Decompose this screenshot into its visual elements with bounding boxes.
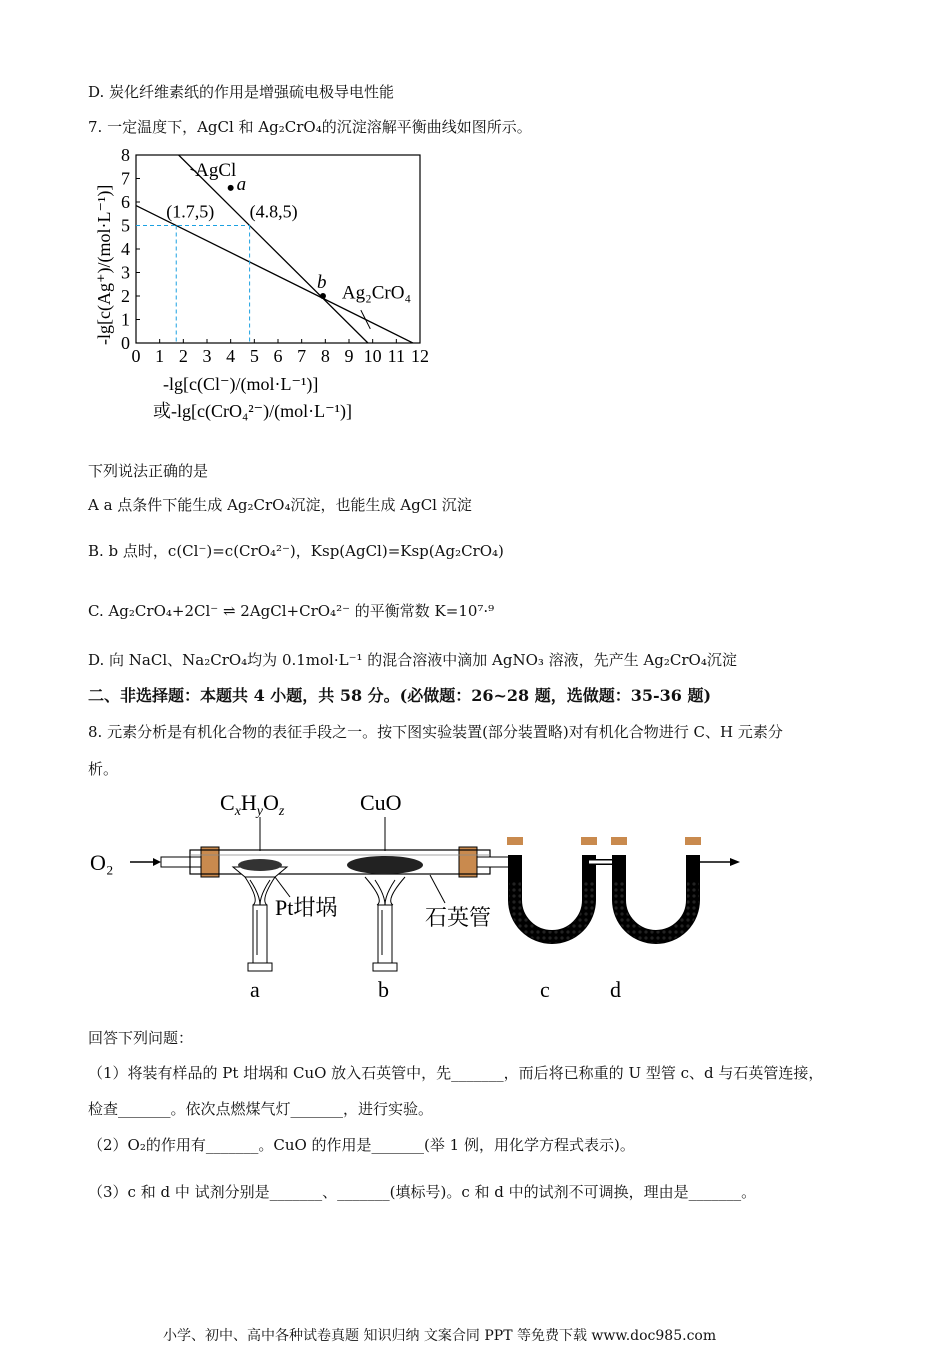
- burner-b: [365, 877, 405, 971]
- series-line-ag2cro4: [136, 206, 420, 347]
- point-a: [228, 185, 234, 191]
- q7-option-a: A a 点条件下能生成 Ag₂CrO₄沉淀，也能生成 AgCl 沉淀: [88, 496, 472, 514]
- x-tick-label: 8: [320, 346, 330, 366]
- series-label-agcl: AgCl: [195, 160, 237, 182]
- section-2-heading: 二、非选择题：本题共 4 小题，共 58 分。(必做题：26~28 题，选做题：35-36 题): [88, 686, 712, 705]
- chart-xlabel2: 或-lg[c(CrO₄²⁻)/(mol·L⁻¹)]: [153, 401, 353, 421]
- x-tick-label: 11: [387, 346, 406, 366]
- question-8-line2: 析。: [88, 760, 119, 778]
- q7-option-d: D. 向 NaCl、Na₂CrO₄均为 0.1mol·L⁻¹ 的混合溶液中滴加 AgNO₃ 溶液，先产生 Ag₂CrO₄沉淀: [88, 651, 737, 669]
- y-tick-label: 6: [121, 192, 130, 212]
- u-tube-c: [507, 837, 597, 937]
- chart-frame: [136, 155, 420, 343]
- point-label-a: a: [236, 173, 247, 195]
- x-tick-label: 7: [297, 346, 307, 366]
- u-tube-d: [611, 837, 701, 937]
- q7-prompt: 下列说法正确的是: [88, 462, 209, 480]
- x-tick-label: 9: [344, 346, 354, 366]
- chart-xlabel: -lg[c(Cl⁻)/(mol·L⁻¹)]: [163, 374, 319, 394]
- apparatus-diagram: [85, 785, 785, 1005]
- x-tick-label: 5: [249, 346, 259, 366]
- crucible-label: Pt坩埚: [275, 895, 338, 920]
- x-tick-label: 1: [155, 346, 165, 366]
- x-tick-label: 3: [202, 346, 212, 366]
- burner-a: [245, 877, 275, 971]
- y-tick-label: 7: [121, 168, 130, 189]
- y-tick-label: 0: [121, 333, 130, 353]
- point-label-b: b: [316, 272, 327, 293]
- tube-label: 石英管: [425, 905, 492, 930]
- x-tick-label: 12: [411, 346, 429, 366]
- q8-sub1-line2: 检查_______。依次点燃煤气灯_______，进行实验。: [88, 1100, 434, 1118]
- label-b: b: [378, 977, 389, 1002]
- q7-option-b: B. b 点时，c(Cl⁻)=c(CrO₄²⁻)，Ksp(AgCl)=Ksp(Ag₂CrO₄): [88, 542, 504, 560]
- chart-ylabel: -lg[c(Ag⁺)/(mol·L⁻¹)]: [94, 184, 114, 345]
- cuo-pile: [347, 856, 423, 874]
- y-tick-label: 3: [121, 262, 130, 283]
- annotation-label: (1.7,5): [166, 201, 215, 222]
- q7-option-c: C. Ag₂CrO₄+2Cl⁻ ⇌ 2AgCl+CrO₄²⁻ 的平衡常数 K=10⁷·⁹: [88, 602, 495, 620]
- y-tick-label: 8: [121, 145, 130, 165]
- q8-sub2: （2）O₂的作用有_______。CuO 的作用是_______(举 1 例，用化学方程式表示)。: [88, 1136, 635, 1154]
- cuo-label: CuO: [360, 790, 402, 815]
- question-8-line1: 8. 元素分析是有机化合物的表征手段之一。按下图实验装置(部分装置略)对有机化合物进行 C、H 元素分: [88, 723, 783, 741]
- series-label-ag2cro4: Ag₂CrO₄: [341, 282, 412, 304]
- q8-sub3: （3）c 和 d 中 试剂分别是_______、_______(填标号)。c 和 d 中的试剂不可调换，理由是_______。: [88, 1183, 757, 1201]
- x-tick-label: 0: [131, 346, 141, 366]
- y-tick-label: 4: [121, 239, 130, 259]
- point-b: [320, 293, 326, 299]
- x-tick-label: 6: [273, 346, 283, 366]
- label-d: d: [610, 977, 621, 1002]
- y-tick-label: 2: [121, 286, 130, 306]
- series-line-agcl: [179, 155, 368, 343]
- label-c: c: [540, 977, 550, 1002]
- question-7: 7. 一定温度下，AgCl 和 Ag₂CrO₄的沉淀溶解平衡曲线如图所示。: [88, 118, 532, 136]
- y-tick-label: 5: [121, 215, 130, 236]
- x-tick-label: 4: [226, 346, 236, 366]
- page-footer: 小学、初中、高中各种试卷真题 知识归纳 文案合同 PPT 等免费下载 www.doc985.com: [163, 1328, 717, 1344]
- y-tick-label: 1: [121, 309, 130, 330]
- x-tick-label: 10: [363, 346, 382, 366]
- o2-label: O₂: [90, 850, 114, 875]
- x-tick-label: 2: [178, 346, 188, 366]
- left-stopper: [201, 847, 219, 877]
- right-stopper: [459, 847, 477, 877]
- annotation-label: (4.8,5): [249, 201, 298, 222]
- q8-sub1-line1: （1）将装有样品的 Pt 坩埚和 CuO 放入石英管中，先_______，而后将已称重的 U 型管 c、d 与石英管连接，: [88, 1064, 824, 1082]
- label-a: a: [250, 977, 260, 1002]
- solubility-chart: [88, 145, 438, 435]
- ag2cro4-leader: [361, 310, 370, 329]
- quartz-tube: [190, 850, 490, 874]
- q8-prompt: 回答下列问题：: [88, 1029, 194, 1047]
- sample-label: $C_xH_yO_z$: [220, 790, 285, 819]
- option-d-q6: D. 炭化纤维素纸的作用是增强硫电极导电性能: [88, 83, 395, 101]
